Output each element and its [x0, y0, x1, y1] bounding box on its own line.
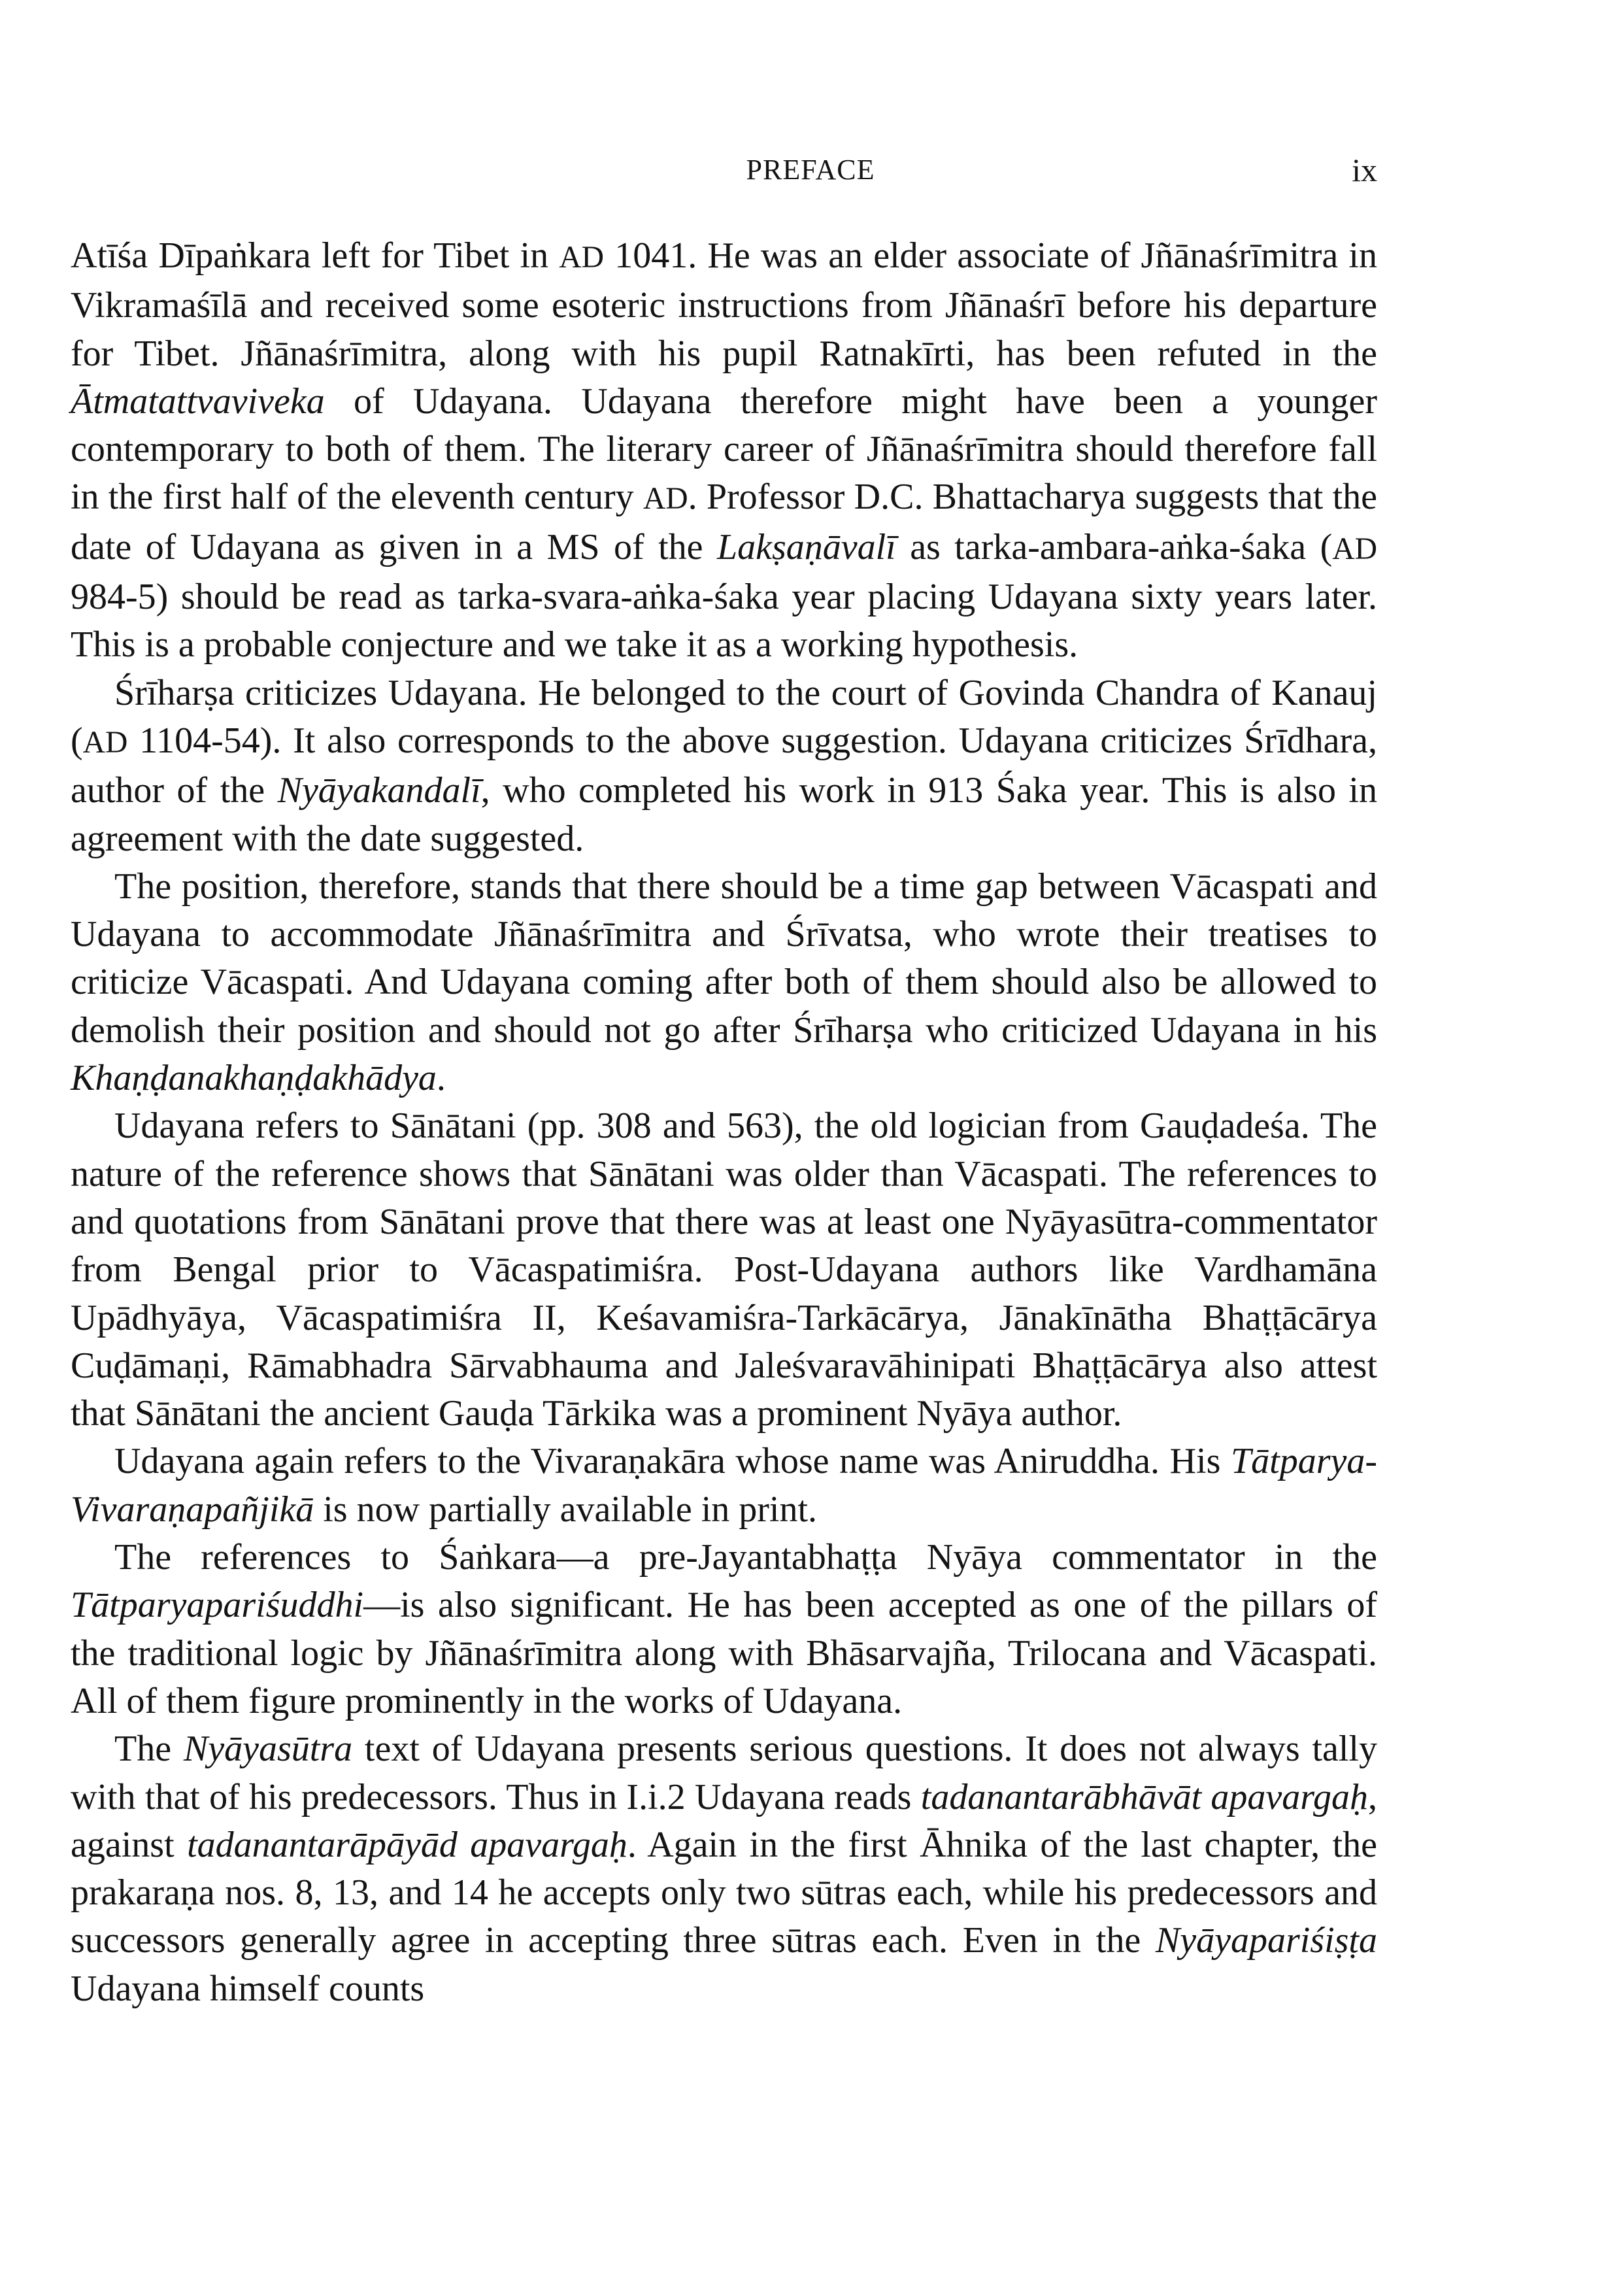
text-run: text of Udayana presents serious questions. It does not always tally with that of his predecessors. Thus in I.i.2 Udayana reads — [71, 1729, 1377, 1817]
era-abbreviation: AD — [559, 241, 605, 275]
text-run: Udayana refers to Sānātani (pp. 308 and 563), the old logician from Gauḍadeśa. The nature of the reference shows that Sānātani was older than Vācaspati. The references to and quotations from Sānātani prove that there was at least one Nyāyasūtra-commentator from Bengal prior to Vācaspatimiśra. Post-Udayana authors like Vardhamāna Upādhyāya, Vācaspatimiśra II, Keśavamiśra-Tarkācārya, Jānakīnātha Bhaṭṭācārya Cuḍāmaṇi, Rāmabhadra Sārvabhauma and Jaleśvaravāhinipati Bhaṭṭācārya also attest that Sānātani the ancient Gauḍa Tārkika was a prominent Nyāya author. — [71, 1106, 1377, 1434]
text-run: Atīśa Dīpaṅkara left for Tibet in — [71, 235, 560, 276]
italic-term: tadanantarāpāyād apavargaḥ — [187, 1824, 627, 1865]
era-abbreviation: AD — [1332, 532, 1377, 566]
text-run: . Professor D.C. Bhattacharya suggests that the date of Udayana as given in a MS of the — [71, 477, 1377, 567]
paragraph — [71, 863, 1377, 1102]
italic-term: Nyāyakandalī — [277, 770, 481, 811]
paragraph — [71, 1534, 1377, 1725]
italic-term: Nyāyapariśiṣṭa — [1155, 1920, 1377, 1961]
italic-term: Tātparya-Vivaraṇapañjikā — [71, 1441, 1377, 1530]
italic-term: Khaṇḍanakhaṇḍakhādya — [71, 1058, 437, 1099]
running-head-title: PREFACE — [746, 154, 875, 186]
text-run: The — [114, 1729, 184, 1770]
text-run: The references to Śaṅkara—a pre-Jayantabhaṭṭa Nyāya commentator in the — [114, 1537, 1377, 1578]
text-run: as tarka-ambara-aṅka-śaka ( — [895, 526, 1333, 567]
paragraph — [71, 669, 1377, 863]
italic-term: tadanantarābhāvāt apavargaḥ — [920, 1776, 1368, 1817]
text-run: , who completed his work in 913 Śaka year. This is also in agreement with the date suggested. — [71, 770, 1377, 859]
text-run: Udayana again refers to the Vivaraṇakāra whose name was Aniruddha. His — [114, 1441, 1231, 1482]
running-head — [0, 150, 1621, 190]
paragraph — [71, 232, 1377, 669]
paragraph — [71, 1438, 1377, 1534]
text-run: 984-5) should be read as tarka-svara-aṅka-śaka year placing Udayana sixty years later. This is a probable conjecture and we take it as a working hypothesis. — [71, 577, 1377, 666]
body-text — [71, 232, 1377, 2013]
text-run: . — [436, 1058, 446, 1099]
text-run: The position, therefore, stands that there should be a time gap between Vācaspati and Udayana to accommodate Jñānaśrīmitra and Śrīvatsa, who wrote their treatises to criticize Vācaspati. And Udayana coming after both of them should also be allowed to demolish their position and should not go after Śrīharṣa who criticized Udayana in his — [71, 866, 1377, 1051]
text-run: Udayana himself counts — [71, 1968, 425, 2009]
text-run: , against — [71, 1776, 1377, 1865]
page-number: ix — [1352, 152, 1377, 188]
italic-term: Lakṣaṇāvalī — [716, 526, 896, 567]
paragraph — [71, 1102, 1377, 1438]
italic-term: Tātparyapariśuddhi — [71, 1585, 364, 1626]
text-run: —is also significant. He has been accepted as one of the pillars of the traditional logic by Jñānaśrīmitra along with Bhāsarvajña, Trilocana and Vācaspati. All of them figure prominently in the works of Udayana. — [71, 1585, 1377, 1721]
italic-term: Ātmatattvaviveka — [71, 380, 325, 422]
italic-term: Nyāyasūtra — [183, 1729, 353, 1770]
text-run: 1041. He was an elder associate of Jñānaśrīmitra in Vikramaśīlā and received some esoteric instructions from Jñānaśrī before his departure for Tibet. Jñānaśrīmitra, along with his pupil Ratnakīrti, has been refuted in the — [71, 235, 1377, 374]
text-run: is now partially available in print. — [314, 1489, 818, 1530]
era-abbreviation: AD — [82, 725, 128, 760]
text-run: . Again in the first Āhnika of the last chapter, the prakaraṇa nos. 8, 13, and 14 he accepts only two sūtras each, while his predecessors and successors generally agree in accepting three sūtras each. Even in the — [71, 1824, 1377, 1961]
text-run: 1104-54). It also corresponds to the above suggestion. Udayana criticizes Śrīdhara, author of the — [71, 720, 1377, 811]
era-abbreviation: AD — [643, 482, 688, 516]
paragraph — [71, 1725, 1377, 2013]
text-run: Śrīharṣa criticizes Udayana. He belonged to the court of Govinda Chandra of Kanauj ( — [71, 672, 1377, 761]
text-run: of Udayana. Udayana therefore might have been a younger contemporary to both of them. The literary career of Jñānaśrīmitra should therefore fall in the first half of the eleventh century — [71, 380, 1377, 518]
